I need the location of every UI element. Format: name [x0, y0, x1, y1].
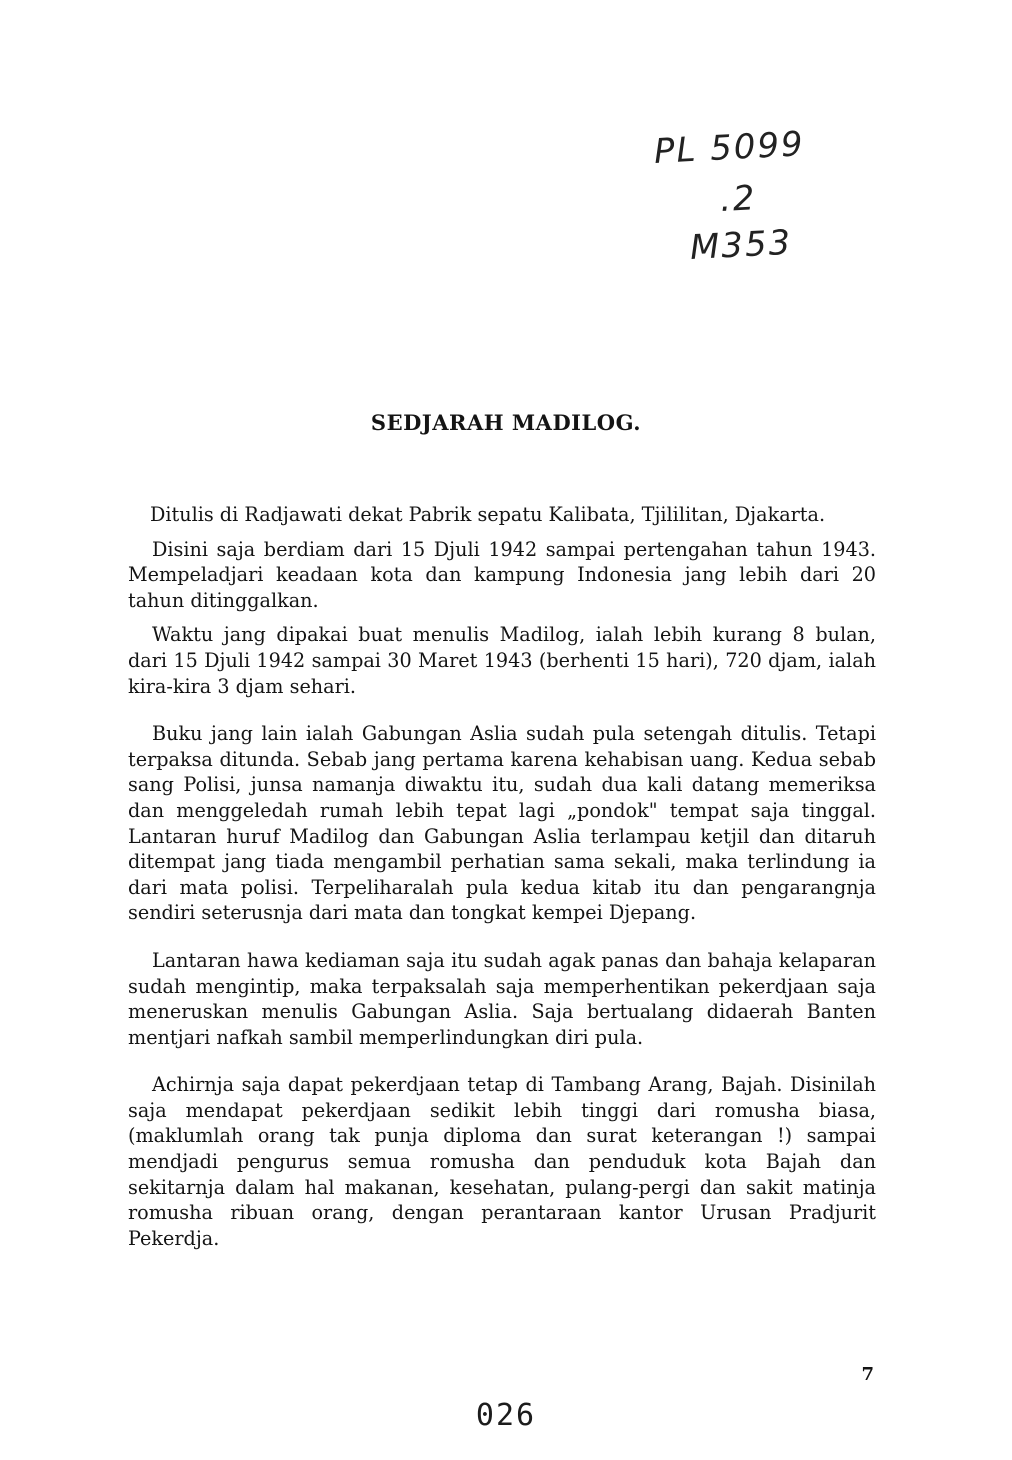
paragraph-6: Achirnja saja dapat pekerdjaan tetap di Tambang Arang, Bajah. Disinilah saja mendapat pekerdjaan sedikit lebih tinggi dari romusha biasa, (maklumlah orang tak punja diploma dan surat keterangan !) sampai mendjadi pengurus semua romusha dan penduduk kota Bajah dan sekitarnja dalam hal makanan, kesehatan, pulang-pergi dan sakit matinja romusha ribuan orang, dengan perantaraan kantor Urusan Pradjurit Pekerdja. — [128, 1073, 876, 1250]
call-number-line-1: PL 5099 — [652, 124, 806, 172]
stamp-number: 026 — [475, 1398, 537, 1433]
handwritten-call-number — [652, 124, 874, 298]
paragraph-3: Waktu jang dipakai buat menulis Madilog, ialah lebih kurang 8 bulan, dari 15 Djuli 1942 sampai 30 Maret 1943 (berhenti 15 hari), 720 djam, ialah kira-kira 3 djam sehari. — [128, 623, 876, 698]
page-title: SEDJARAH MADILOG. — [370, 410, 642, 435]
paragraph-1: Ditulis di Radjawati dekat Pabrik sepatu Kalibata, Tjililitan, Djakarta. — [150, 503, 826, 526]
paragraph-5: Lantaran hawa kediaman saja itu sudah agak panas dan bahaja kelaparan sudah mengintip, maka terpaksalah saja memperhentikan pekerdjaan saja meneruskan menulis Gabungan Aslia. Saja bertualang didaerah Banten mentjari nafkah sambil memperlindungkan diri pula. — [128, 948, 876, 1049]
page-number: 7 — [861, 1364, 874, 1385]
paragraph-2: Disini saja berdiam dari 15 Djuli 1942 sampai pertengahan tahun 1943. Mempeladjari keadaan kota dan kampung Indonesia jang lebih dari 20 tahun ditinggalkan. — [128, 537, 876, 612]
call-number-line-3: M353 — [688, 222, 794, 268]
call-number-line-2: .2 — [718, 178, 758, 220]
paragraph-4: Buku jang lain ialah Gabungan Aslia sudah pula setengah ditulis. Tetapi terpaksa ditunda. Sebab jang pertama karena kehabisan uang. Kedua sebab sang Polisi, junsa namanja diwaktu itu, sudah dua kali datang memeriksa dan menggeledah rumah lebih tepat lagi „pondok" tempat saja tinggal. Lantaran huruf Madilog dan Gabungan Aslia terlampau ketjil dan ditaruh ditempat jang tiada mengambil perhatian sama sekali, maka terlindung ia dari mata polisi. Terpeliharalah pula kedua kitab itu dan pengarangnja sendiri seterusnja dari mata dan tongkat kempei Djepang. — [128, 722, 876, 925]
body-text — [128, 502, 876, 1251]
